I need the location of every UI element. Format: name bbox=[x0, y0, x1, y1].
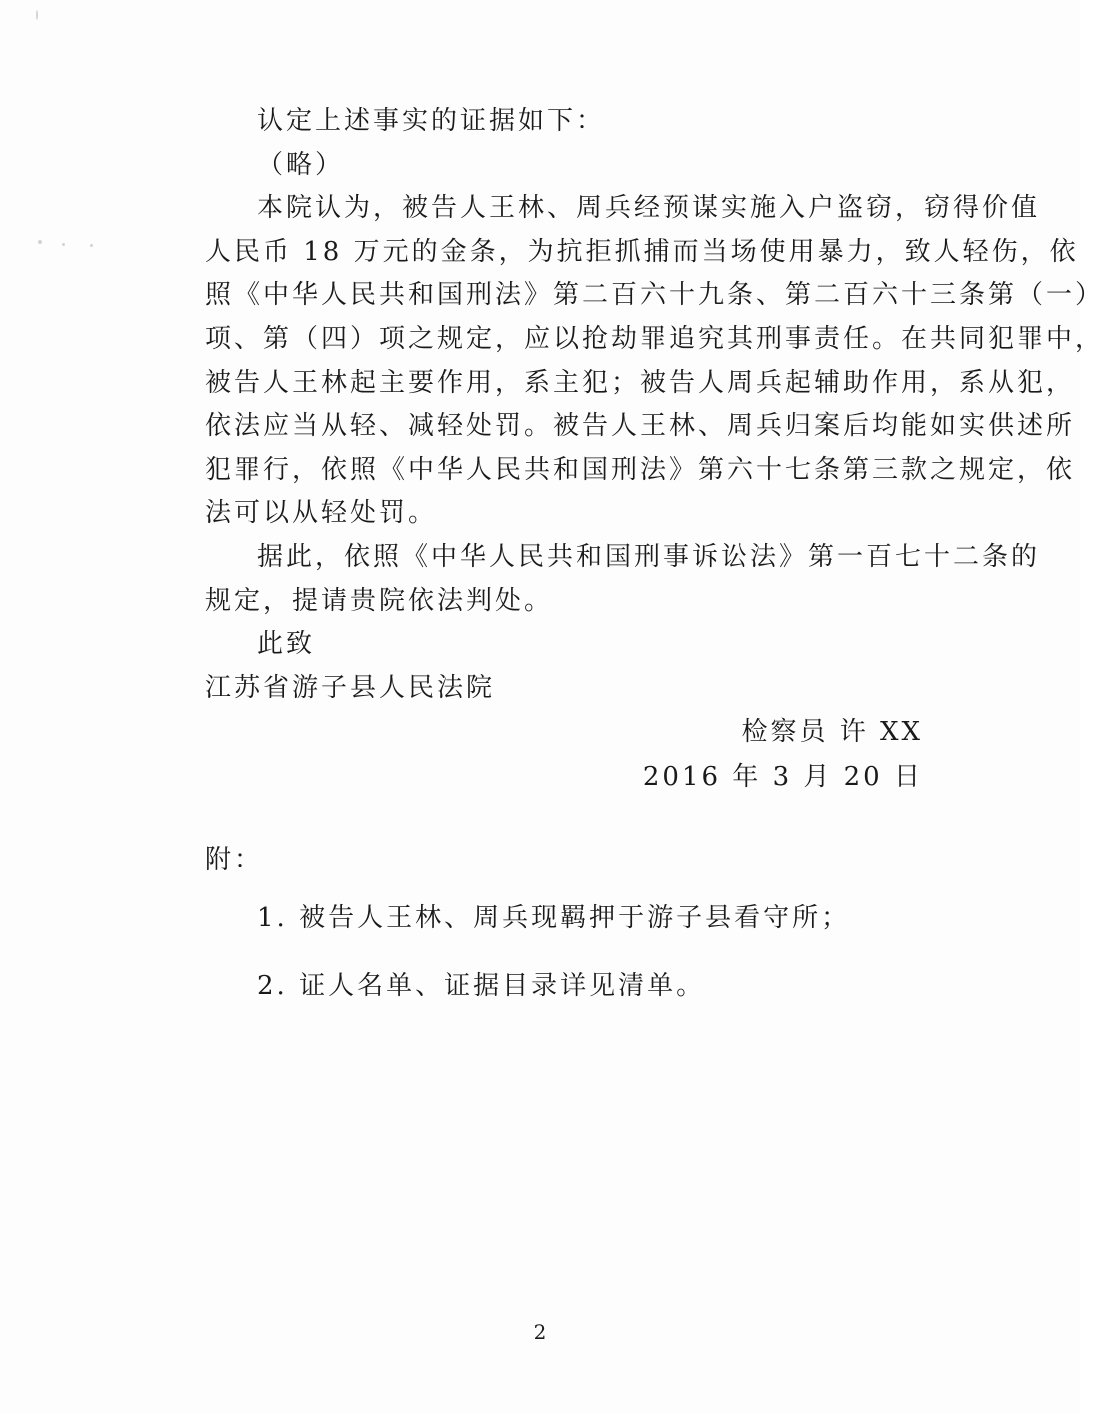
evidence-omitted: （略） bbox=[257, 149, 345, 180]
opinion-line: 照《中华人民共和国刑法》第二百六十九条、第二百六十三条第（一） bbox=[205, 280, 1104, 311]
salutation: 此致 bbox=[257, 629, 316, 660]
opinion-line: 犯罪行，依照《中华人民共和国刑法》第六十七条第三款之规定，依 bbox=[205, 454, 1076, 485]
attachment-item: 1. 被告人王林、周兵现羁押于游子县看守所； bbox=[257, 903, 851, 934]
scan-speck bbox=[36, 10, 38, 20]
opinion-line: 依法应当从轻、减轻处罚。被告人王林、周兵归案后均能如实供述所 bbox=[205, 411, 1076, 442]
request-line: 据此，依照《中华人民共和国刑事诉讼法》第一百七十二条的 bbox=[257, 541, 1041, 572]
recipient: 江苏省游子县人民法院 bbox=[205, 672, 496, 703]
scan-speck bbox=[38, 240, 42, 244]
document-body bbox=[205, 100, 1104, 1020]
attachment-title: 附： bbox=[205, 845, 264, 876]
opinion-line: 被告人王林起主要作用，系主犯；被告人周兵起辅助作用，系从犯， bbox=[205, 367, 1076, 398]
request-line: 规定，提请贵院依法判处。 bbox=[205, 585, 554, 616]
page-number: 2 bbox=[533, 1320, 547, 1344]
opinion-line: 本院认为，被告人王林、周兵经预谋实施入户盗窃，窃得价值 bbox=[257, 193, 1041, 224]
scan-speck bbox=[62, 243, 65, 246]
attachment-item: 2. 证人名单、证据目录详见清单。 bbox=[257, 971, 706, 1002]
opinion-line: 人民币 18 万元的金条，为抗拒抓捕而当场使用暴力，致人轻伤，依 bbox=[205, 236, 1079, 267]
signature: 检察员 许 XX bbox=[741, 717, 923, 748]
spacer bbox=[205, 800, 925, 836]
document-date: 2016 年 3 月 20 日 bbox=[642, 762, 923, 793]
evidence-heading: 认定上述事实的证据如下： bbox=[257, 106, 606, 136]
opinion-line: 法可以从轻处罚。 bbox=[205, 498, 438, 529]
opinion-line: 项、第（四）项之规定，应以抢劫罪追究其刑事责任。在共同犯罪中， bbox=[205, 323, 1104, 354]
scan-speck bbox=[90, 244, 93, 247]
